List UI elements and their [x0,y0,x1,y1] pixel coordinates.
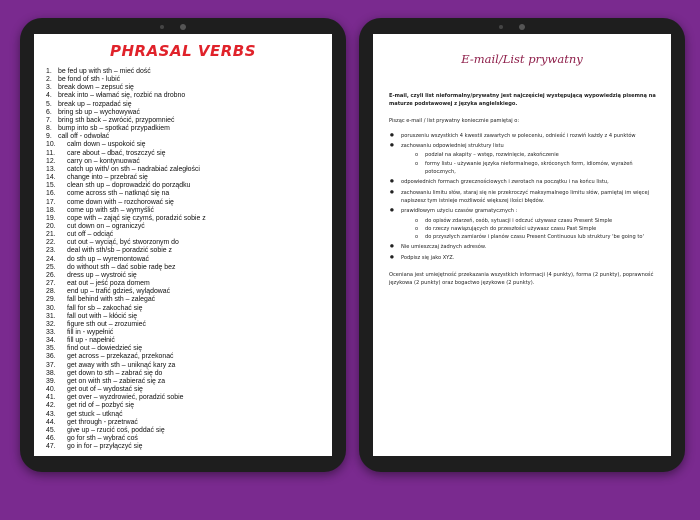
guideline-text: poruszeniu wszystkich 4 kwestii zawartych w poleceniu, odnieść i rozwiń każdy z 4 punktów [401,132,636,139]
item-text: come across sth – natknąć się na [67,190,170,198]
item-text: go for sth – wybrać coś [67,435,138,443]
item-number: 23. [46,247,56,255]
phrasal-verb-item [46,231,326,239]
phrasal-verb-item [46,101,326,109]
item-number: 25. [46,263,56,271]
phrasal-verb-item [46,247,326,255]
item-number: 8. [46,125,52,133]
item-text: get down to sth – zabrać się do [67,369,163,377]
item-number: 36. [46,353,56,361]
phrasal-verb-item [46,109,326,117]
item-text: eat out – jeść poza domem [67,280,150,288]
guideline-sublist [401,217,657,242]
intro-paragraph: E-mail, czyli list nieformalny/prywatny jest najczęściej występującą wypowiedzią pisemną na maturze podstawowej z języka angielskiego. [389,93,656,108]
item-number: 46. [46,435,56,443]
item-number: 38. [46,369,56,377]
item-text: cut out – wyciąć, być stworzonym do [67,239,179,247]
phrasal-verb-item [46,362,326,370]
item-text: get stuck – utknąć [67,410,123,418]
item-text: cut down on – ograniczyć [67,222,145,230]
item-number: 17. [46,198,56,206]
item-text: fill up - napełnić [67,337,115,345]
item-number: 30. [46,304,56,312]
guideline-text: zachowaniu odpowiedniej struktury listu [401,143,504,150]
item-number: 43. [46,410,56,418]
email-guide-page [373,34,671,456]
item-text: clean sth up – doprowadzić do porządku [67,182,191,190]
item-number: 22. [46,239,56,247]
phrasal-verb-item [46,133,326,141]
item-text: fall behind with sth – zalegać [67,296,156,304]
guideline-text: odpowiednich formach grzecznościowych i zwrotach na początku i na końcu listu, [401,179,609,186]
guideline-text: zachowaniu limitu słów, staraj się nie przekroczyć maksymalnego limitu słów, pamiętaj im więcej napiszesz tym istnieje możliwość większej ilości błędów. [401,189,650,204]
item-text: deal with sth/sb – poradzić sobie z [67,247,172,255]
item-text: bring sth back – zwrócić, przypomnieć [58,116,175,124]
item-text: get over – wyzdrowieć, poradzić sobie [67,394,184,402]
phrasal-verb-item [46,190,326,198]
phrasal-verbs-list [34,68,332,451]
phrasal-verb-item [46,182,326,190]
item-number: 1. [46,68,52,75]
item-text: bring sb up – wychowywać [58,108,140,116]
item-number: 42. [46,402,56,410]
item-number: 28. [46,288,56,296]
sensor-icon [499,25,503,29]
item-number: 47. [46,443,56,451]
item-number: 24. [46,255,56,263]
item-text: do without sth – dać sobie radę bez [67,263,176,271]
phrasal-verb-item [46,378,326,386]
phrasal-verb-item [46,166,326,174]
item-number: 11. [46,149,56,157]
camera-icon [519,24,525,30]
item-number: 4. [46,92,52,100]
item-text: change into – przebrać się [67,174,148,182]
item-number: 9. [46,133,52,141]
guideline-item [389,142,657,176]
phrasal-verb-item [46,411,326,419]
guideline-text: prawidłowym użyciu czasów gramatycznych : [401,208,518,215]
guideline-subitem: o podział na akapity – wstęp, rozwinięcie, zakończenie [401,151,657,159]
guideline-subitem: o do opisów zdarzeń, osób, sytuacji i odczuć używasz czasu Present Simple [401,217,657,225]
item-number: 6. [46,108,52,116]
item-text: get on with sth – zabierać się za [67,377,166,385]
item-number: 39. [46,377,56,385]
phrasal-verb-item [46,353,326,361]
item-number: 33. [46,329,56,336]
item-text: do sth up – wyremontować [67,255,149,263]
item-number: 44. [46,418,56,426]
phrasal-verb-item [46,394,326,402]
item-text: give up – rzucić coś, poddać się [67,426,165,434]
item-text: find out – dowiedzieć się [67,345,143,353]
item-text: fall out with – kłócić się [67,312,138,320]
phrasal-verb-item [46,272,326,280]
item-number: 27. [46,280,56,288]
item-number: 12. [46,157,56,165]
phrasal-verb-item [46,239,326,247]
phrasal-verb-item [46,443,326,451]
left-tablet [20,18,346,472]
item-number: 7. [46,116,52,124]
item-number: 31. [46,312,56,320]
grading-paragraph: Oceniana jest umiejętność przekazania wszystkich informacji (4 punkty), forma (2 punkty), poprawność językowa (2 punkty) oraz bogactwo językowe (2 punkty). [389,272,654,287]
guideline-text: Podpisz się jako XYZ. [401,254,455,261]
item-number: 37. [46,361,56,369]
item-text: fall for sb – zakochać się [67,304,143,312]
right-tablet [359,18,685,472]
phrasal-verb-item [46,402,326,410]
phrasal-verb-item [46,76,326,84]
item-text: calm down – uspokoić się [67,141,146,149]
item-text: get away with sth – uniknąć kary za [67,361,176,369]
phrasal-verb-item [46,280,326,288]
phrasal-verb-item [46,125,326,133]
email-guide-body [373,92,671,288]
guideline-item [389,132,657,140]
guideline-item [389,207,657,241]
item-number: 19. [46,214,56,222]
item-number: 2. [46,76,52,84]
sensor-icon [160,25,164,29]
phrasal-verb-item [46,419,326,427]
item-text: go in for – przyłączyć się [67,443,143,451]
phrasal-verb-item [46,117,326,125]
item-text: break up – rozpadać się [58,100,132,108]
guideline-item [389,178,657,186]
item-number: 35. [46,345,56,353]
item-text: cope with – zająć się czymś, poradzić sobie z [67,214,206,222]
item-number: 15. [46,182,56,190]
item-text: get across – przekazać, przekonać [67,353,174,361]
phrasal-verb-item [46,84,326,92]
phrasal-verb-item [46,264,326,272]
phrasal-verb-item [46,296,326,304]
phrasal-verb-item [46,321,326,329]
guidelines-list [389,132,657,262]
phrasal-verb-item [46,435,326,443]
phrasal-verb-item [46,427,326,435]
guideline-text: Nie umieszczaj żadnych adresów. [401,244,487,251]
phrasal-verb-item [46,207,326,215]
phrasal-verb-item [46,174,326,182]
page-title: PHRASAL VERBS [109,42,257,60]
item-text: bump into sb – spotkać przypadkiem [58,125,170,133]
item-number: 3. [46,84,52,92]
phrasal-verb-item [46,345,326,353]
item-number: 32. [46,320,56,328]
item-text: be fed up with sth – mieć dość [58,68,151,75]
item-number: 26. [46,271,56,279]
item-text: get through - przetrwać [67,418,138,426]
item-text: get rid of – pozbyć się [67,402,135,410]
phrasal-verb-item [46,68,326,76]
item-text: break down – zepsuć się [58,84,134,92]
item-text: figure sth out – zrozumieć [67,320,146,328]
phrasal-verb-item [46,256,326,264]
item-number: 20. [46,222,56,230]
guideline-subitem: o do rzeczy nawiązujących do przeszłości używasz czasu Past Simple [401,225,657,233]
item-text: get out of – wydostać się [67,386,143,394]
item-number: 5. [46,100,52,108]
item-number: 21. [46,231,56,239]
item-number: 13. [46,165,56,173]
phrasal-verb-item [46,215,326,223]
item-text: break into – włamać się, rozbić na drobno [58,92,186,100]
phrasal-verb-item [46,158,326,166]
guideline-subitem: o do przyszłych zamiarów i planów czasu Present Continuous lub struktury 'be going to' [401,233,657,241]
guideline-item [389,189,657,206]
phrasal-verb-item [46,370,326,378]
item-text: dress up – wystroić się [67,271,137,279]
item-text: call off - odwołać [58,133,110,141]
item-number: 29. [46,296,56,304]
phrasal-verb-item [46,141,326,149]
item-text: be fond of sth - lubić [58,76,121,84]
item-number: 34. [46,337,56,345]
item-text: fill in - wypełnić [67,329,114,336]
phrasal-verb-item [46,329,326,337]
phrasal-verb-item [46,337,326,345]
item-number: 14. [46,174,56,182]
phrasal-verb-item [46,223,326,231]
phrasal-verbs-page [34,34,332,456]
page-title: E-mail/List prywatny [461,52,583,66]
item-text: cut off – odciąć [67,231,114,239]
phrasal-verb-item [46,150,326,158]
lead-paragraph: Pisząc e-mail / list prywatny koniecznie pamiętaj o: [389,117,520,124]
item-text: end up – trafić gdzieś, wylądować [67,288,171,296]
item-text: care about – dbać, troszczyć się [67,149,166,157]
item-number: 45. [46,426,56,434]
item-number: 16. [46,190,56,198]
item-text: come down with – rozchorować się [67,198,174,206]
item-text: come up with sth – wymyślić [67,206,154,214]
phrasal-verb-item [46,92,326,100]
phrasal-verb-item [46,288,326,296]
guideline-subitem: o formy listu - używanie języka nieformalnego, skróconych form, idiomów, wyrażeń potocznych, [401,160,657,177]
phrasal-verb-item [46,305,326,313]
phrasal-verb-item [46,199,326,207]
item-number: 18. [46,206,56,214]
item-text: carry on – kontynuować [67,157,140,165]
phrasal-verb-item [46,386,326,394]
item-text: catch up with/ on sth – nadrabiać zaległości [67,165,200,173]
guideline-sublist [401,151,657,176]
item-number: 10. [46,141,56,149]
phrasal-verb-item [46,313,326,321]
item-number: 40. [46,386,56,394]
camera-icon [180,24,186,30]
guideline-item [389,243,657,251]
guideline-item [389,254,657,262]
item-number: 41. [46,394,56,402]
